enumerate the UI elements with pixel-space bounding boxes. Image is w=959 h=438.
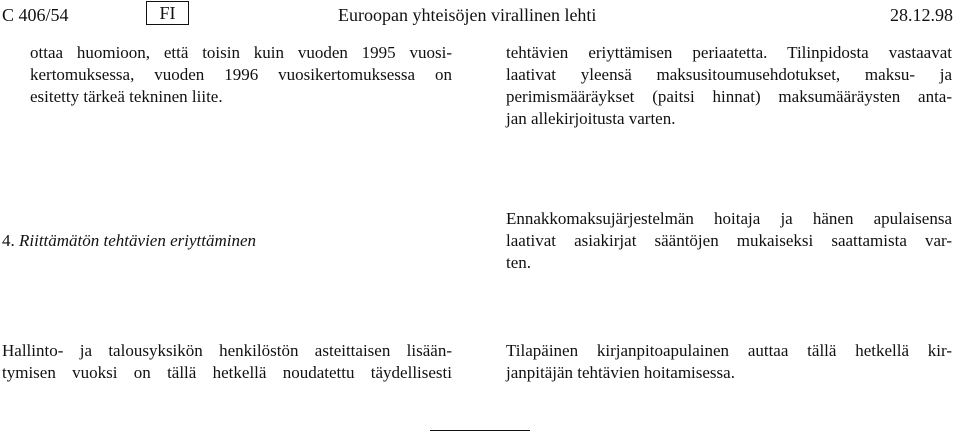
section-number: 4. xyxy=(2,231,15,250)
text-line: Hallinto- ja talousyksikön henkilöstön asteittaisen lisään- xyxy=(2,341,452,360)
text-line: ten. xyxy=(506,253,532,272)
doc-reference: C 406/54 xyxy=(2,5,69,25)
paragraph-middle-right xyxy=(506,208,952,274)
paragraph-bottom-left xyxy=(2,340,452,384)
publication-date: 28.12.98 xyxy=(890,5,953,25)
journal-title: Euroopan yhteisöjen virallinen lehti xyxy=(338,5,597,25)
footer-divider xyxy=(430,430,530,431)
text-line: perimismääräykset (paitsi hinnat) maksumääräysten anta- xyxy=(506,87,952,106)
section-title: Riittämätön tehtävien eriyttäminen xyxy=(19,231,257,250)
text-line: Ennakkomaksujärjestelmän hoitaja ja hänen apulaisensa xyxy=(506,209,952,228)
paragraph-top-right xyxy=(506,42,952,130)
paragraph-top-left xyxy=(30,42,452,108)
text-line: Tilapäinen kirjanpitoapulainen auttaa tällä hetkellä kir- xyxy=(506,341,952,360)
language-box: FI xyxy=(146,1,189,25)
text-line: kertomuksessa, vuoden 1996 vuosikertomuksessa on xyxy=(30,65,452,84)
page-header xyxy=(0,0,959,30)
text-line: laativat yleensä maksusitoumusehdotukset, maksu- ja xyxy=(506,65,952,84)
text-line: esitetty tärkeä tekninen liite. xyxy=(30,87,223,106)
text-line: tehtävien eriyttämisen periaatetta. Tilinpidosta vastaavat xyxy=(506,43,952,62)
text-line: laativat asiakirjat sääntöjen mukaiseksi saattamista var- xyxy=(506,231,952,250)
text-line: ottaa huomioon, että toisin kuin vuoden 1995 vuosi- xyxy=(30,43,452,62)
section-heading xyxy=(2,230,256,252)
text-line: jan allekirjoitusta varten. xyxy=(506,109,676,128)
paragraph-bottom-right xyxy=(506,340,952,384)
text-line: tymisen vuoksi on tällä hetkellä noudatettu täydellisesti xyxy=(2,363,452,382)
text-line: janpitäjän tehtävien hoitamisessa. xyxy=(506,363,735,382)
